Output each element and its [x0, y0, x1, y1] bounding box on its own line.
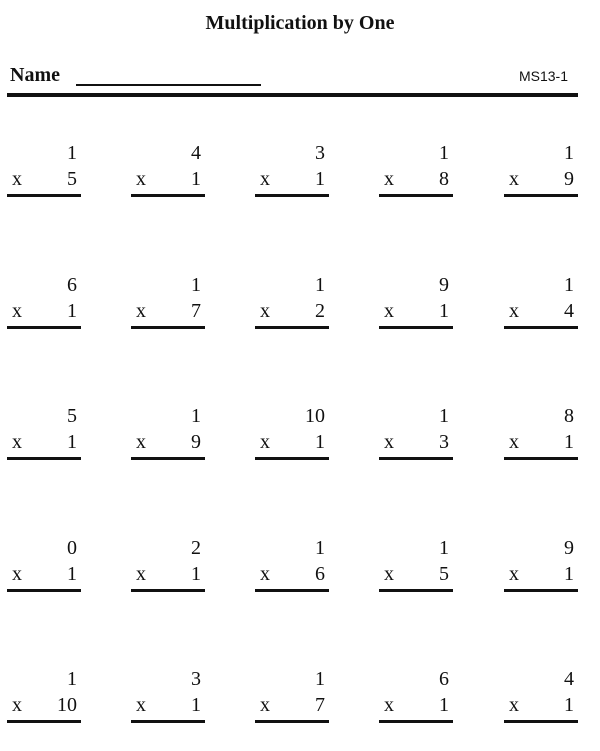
answer-line	[379, 457, 453, 460]
name-blank-line[interactable]	[76, 84, 261, 86]
problem-bottom-number: 1	[191, 168, 201, 190]
times-sign: x	[260, 694, 270, 716]
problem	[504, 537, 578, 599]
sheet-code: MS13-1	[518, 68, 568, 84]
problem-top-number: 1	[67, 142, 77, 164]
problem-top-number: 3	[315, 142, 325, 164]
times-sign: x	[12, 168, 22, 190]
header-rule	[7, 93, 578, 97]
problem-bottom-number: 1	[191, 694, 201, 716]
problem-top-number: 1	[315, 668, 325, 690]
problem	[379, 142, 453, 204]
times-sign: x	[136, 563, 146, 585]
problem	[379, 405, 453, 467]
problem-top-number: 5	[67, 405, 77, 427]
problem	[131, 537, 205, 599]
times-sign: x	[12, 300, 22, 322]
times-sign: x	[136, 431, 146, 453]
times-sign: x	[384, 563, 394, 585]
problem	[131, 274, 205, 336]
problem-top-number: 3	[191, 668, 201, 690]
times-sign: x	[260, 300, 270, 322]
problem-bottom-number: 1	[564, 563, 574, 585]
problem	[7, 537, 81, 599]
answer-line	[255, 589, 329, 592]
times-sign: x	[136, 694, 146, 716]
problem-top-number: 1	[564, 142, 574, 164]
problem-top-number: 10	[305, 405, 325, 427]
problem-bottom-number: 2	[315, 300, 325, 322]
answer-line	[131, 457, 205, 460]
answer-line	[504, 194, 578, 197]
problem	[7, 274, 81, 336]
answer-line	[7, 457, 81, 460]
problem-bottom-number: 1	[67, 300, 77, 322]
problem-bottom-number: 1	[191, 563, 201, 585]
answer-line	[379, 194, 453, 197]
answer-line	[131, 589, 205, 592]
times-sign: x	[384, 168, 394, 190]
problem-bottom-number: 7	[191, 300, 201, 322]
answer-line	[379, 720, 453, 723]
times-sign: x	[136, 300, 146, 322]
name-row	[10, 62, 580, 90]
problem	[379, 274, 453, 336]
problem	[255, 405, 329, 467]
problem	[379, 668, 453, 730]
answer-line	[7, 720, 81, 723]
times-sign: x	[509, 694, 519, 716]
answer-line	[504, 326, 578, 329]
times-sign: x	[12, 694, 22, 716]
answer-line	[7, 589, 81, 592]
problem-top-number: 4	[564, 668, 574, 690]
answer-line	[255, 457, 329, 460]
answer-line	[7, 326, 81, 329]
problem-bottom-number: 1	[315, 168, 325, 190]
problem	[504, 405, 578, 467]
problem-top-number: 1	[564, 274, 574, 296]
answer-line	[131, 720, 205, 723]
answer-line	[255, 720, 329, 723]
problem-bottom-number: 5	[67, 168, 77, 190]
answer-line	[131, 326, 205, 329]
problem-bottom-number: 9	[564, 168, 574, 190]
times-sign: x	[12, 563, 22, 585]
problem-top-number: 1	[67, 668, 77, 690]
problem-top-number: 9	[439, 274, 449, 296]
answer-line	[504, 457, 578, 460]
times-sign: x	[384, 431, 394, 453]
name-label: Name	[10, 64, 60, 86]
problem-bottom-number: 1	[67, 431, 77, 453]
problem-top-number: 1	[191, 274, 201, 296]
problem-top-number: 1	[315, 537, 325, 559]
problem	[255, 537, 329, 599]
problem	[131, 142, 205, 204]
problem-top-number: 2	[191, 537, 201, 559]
answer-line	[379, 326, 453, 329]
times-sign: x	[509, 300, 519, 322]
problem-bottom-number: 6	[315, 563, 325, 585]
problem-top-number: 1	[439, 405, 449, 427]
problem-top-number: 1	[191, 405, 201, 427]
times-sign: x	[384, 694, 394, 716]
problem-bottom-number: 5	[439, 563, 449, 585]
problem-top-number: 4	[191, 142, 201, 164]
worksheet-title: Multiplication by One	[205, 12, 395, 34]
problem	[504, 274, 578, 336]
times-sign: x	[136, 168, 146, 190]
problem-top-number: 6	[67, 274, 77, 296]
times-sign: x	[509, 431, 519, 453]
problem	[7, 668, 81, 730]
problem-bottom-number: 4	[564, 300, 574, 322]
problem	[504, 668, 578, 730]
problem	[255, 274, 329, 336]
answer-line	[7, 194, 81, 197]
times-sign: x	[260, 168, 270, 190]
problem-top-number: 8	[564, 405, 574, 427]
problem	[255, 142, 329, 204]
problem-top-number: 0	[67, 537, 77, 559]
problem-bottom-number: 1	[439, 694, 449, 716]
problem	[379, 537, 453, 599]
problem	[504, 142, 578, 204]
problem	[7, 142, 81, 204]
problem-top-number: 1	[315, 274, 325, 296]
answer-line	[379, 589, 453, 592]
problem-top-number: 9	[564, 537, 574, 559]
times-sign: x	[384, 300, 394, 322]
problem	[7, 405, 81, 467]
problem-bottom-number: 7	[315, 694, 325, 716]
problem-top-number: 1	[439, 537, 449, 559]
problem-bottom-number: 1	[564, 694, 574, 716]
times-sign: x	[260, 431, 270, 453]
problem-bottom-number: 1	[564, 431, 574, 453]
answer-line	[131, 194, 205, 197]
problem-top-number: 1	[439, 142, 449, 164]
problem-bottom-number: 1	[315, 431, 325, 453]
problem-bottom-number: 8	[439, 168, 449, 190]
problem-bottom-number: 3	[439, 431, 449, 453]
problem-top-number: 6	[439, 668, 449, 690]
times-sign: x	[12, 431, 22, 453]
problem	[131, 405, 205, 467]
problem-bottom-number: 10	[57, 694, 77, 716]
times-sign: x	[509, 168, 519, 190]
problem	[255, 668, 329, 730]
problem-bottom-number: 1	[439, 300, 449, 322]
problem	[131, 668, 205, 730]
answer-line	[504, 720, 578, 723]
answer-line	[255, 326, 329, 329]
times-sign: x	[509, 563, 519, 585]
problem-bottom-number: 9	[191, 431, 201, 453]
problem-bottom-number: 1	[67, 563, 77, 585]
times-sign: x	[260, 563, 270, 585]
answer-line	[504, 589, 578, 592]
answer-line	[255, 194, 329, 197]
